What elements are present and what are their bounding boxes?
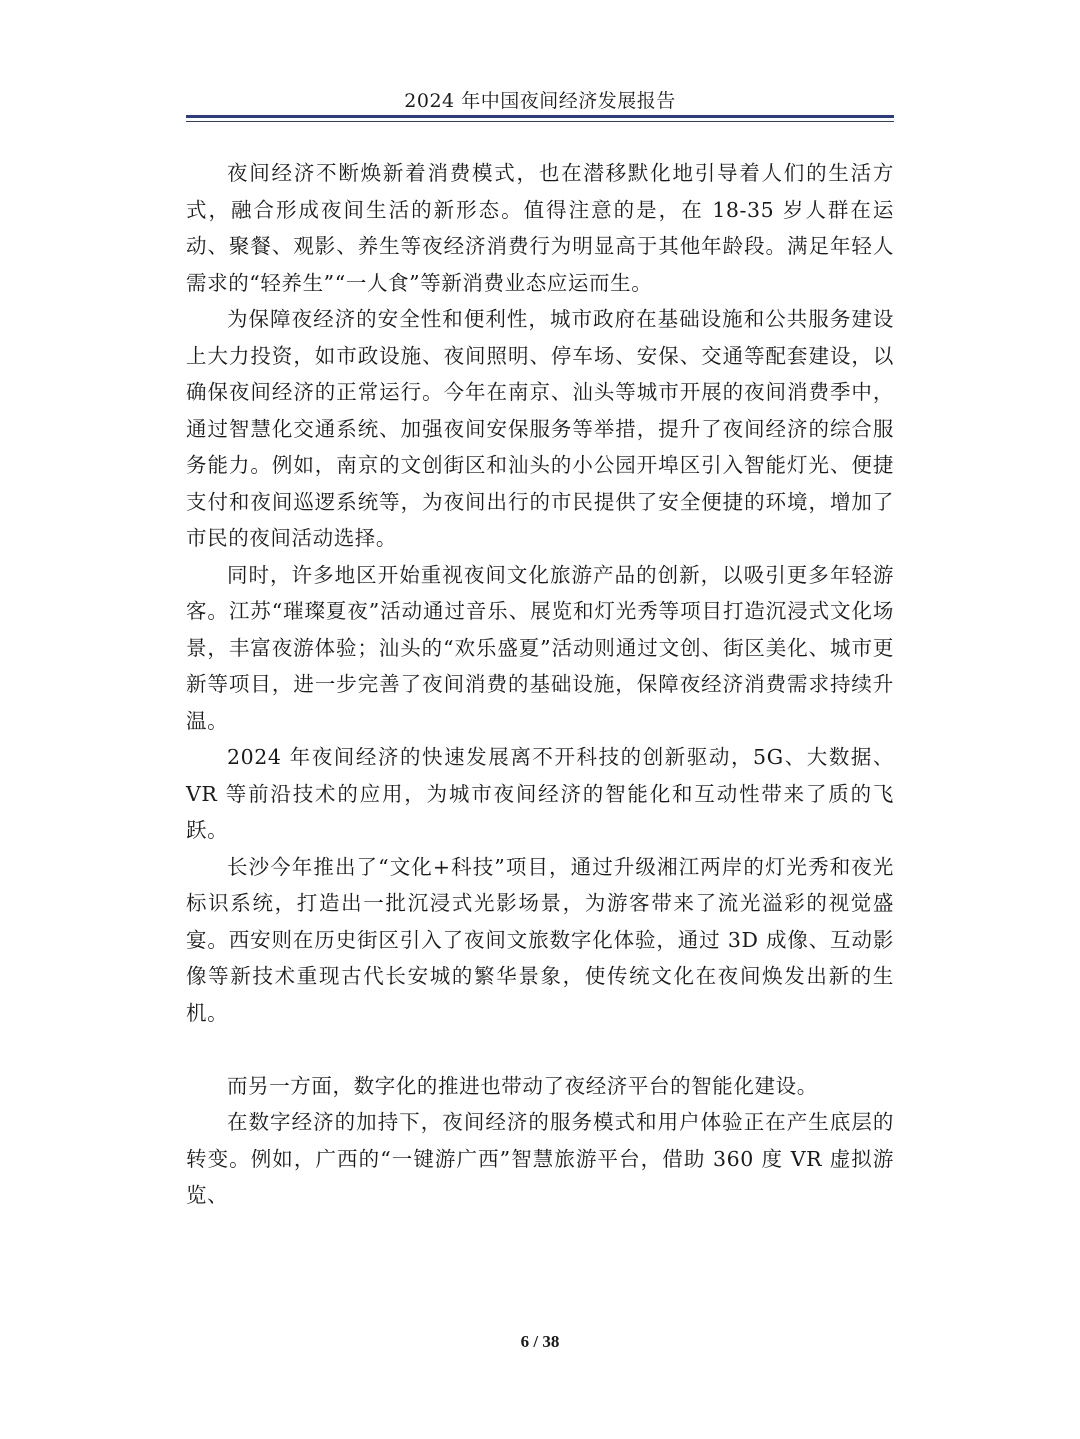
page-body: [186, 155, 894, 1214]
paragraph-5: 长沙今年推出了“文化+科技”项目，通过升级湘江两岸的灯光秀和夜光标识系统，打造出一批沉浸式光影场景，为游客带来了流光溢彩的视觉盛宴。西安则在历史街区引入了夜间文旅数字化体验，通过 3D 成像、互动影像等新技术重现古代长安城的繁华景象，使传统文化在夜间焕发出新的生机。: [186, 854, 894, 1025]
header-rule-thin: [186, 121, 894, 122]
paragraph-1: 夜间经济不断焕新着消费模式，也在潜移默化地引导着人们的生活方式，融合形成夜间生活的新形态。值得注意的是，在 18-35 岁人群在运动、聚餐、观影、养生等夜经济消费行为明显高于其他年龄段。满足年轻人需求的“轻养生”“一人食”等新消费业态应运而生。: [186, 161, 894, 295]
running-header: 2024 年中国夜间经济发展报告: [404, 90, 676, 112]
paragraph-6: 而另一方面，数字化的推进也带动了夜经济平台的智能化建设。: [227, 1073, 818, 1098]
header-rule-thick: [186, 115, 894, 118]
paragraph-7: 在数字经济的加持下，夜间经济的服务模式和用户体验正在产生底层的转变。例如，广西的“一键游广西”智慧旅游平台，借助 360 度 VR 虚拟游览、: [186, 1110, 894, 1207]
page-number: 6 / 38: [520, 1332, 560, 1351]
paragraph-3: 同时，许多地区开始重视夜间文化旅游产品的创新，以吸引更多年轻游客。江苏“璀璨夏夜”活动通过音乐、展览和灯光秀等项目打造沉浸式文化场景，丰富夜游体验；汕头的“欢乐盛夏”活动则通过文创、街区美化、城市更新等项目，进一步完善了夜间消费的基础设施，保障夜经济消费需求持续升温。: [186, 562, 894, 733]
paragraph-4: 2024 年夜间经济的快速发展离不开科技的创新驱动，5G、大数据、VR 等前沿技术的应用，为城市夜间经济的智能化和互动性带来了质的飞跃。: [186, 745, 894, 842]
paragraph-2: 为保障夜经济的安全性和便利性，城市政府在基础设施和公共服务建设上大力投资，如市政设施、夜间照明、停车场、安保、交通等配套建设，以确保夜间经济的正常运行。今年在南京、汕头等城市开展的夜间消费季中，通过智慧化交通系统、加强夜间安保服务等举措，提升了夜间经济的综合服务能力。例如，南京的文创街区和汕头的小公园开埠区引入智能灯光、便捷支付和夜间巡逻系统等，为夜间出行的市民提供了安全便捷的环境，增加了市民的夜间活动选择。: [186, 307, 894, 550]
